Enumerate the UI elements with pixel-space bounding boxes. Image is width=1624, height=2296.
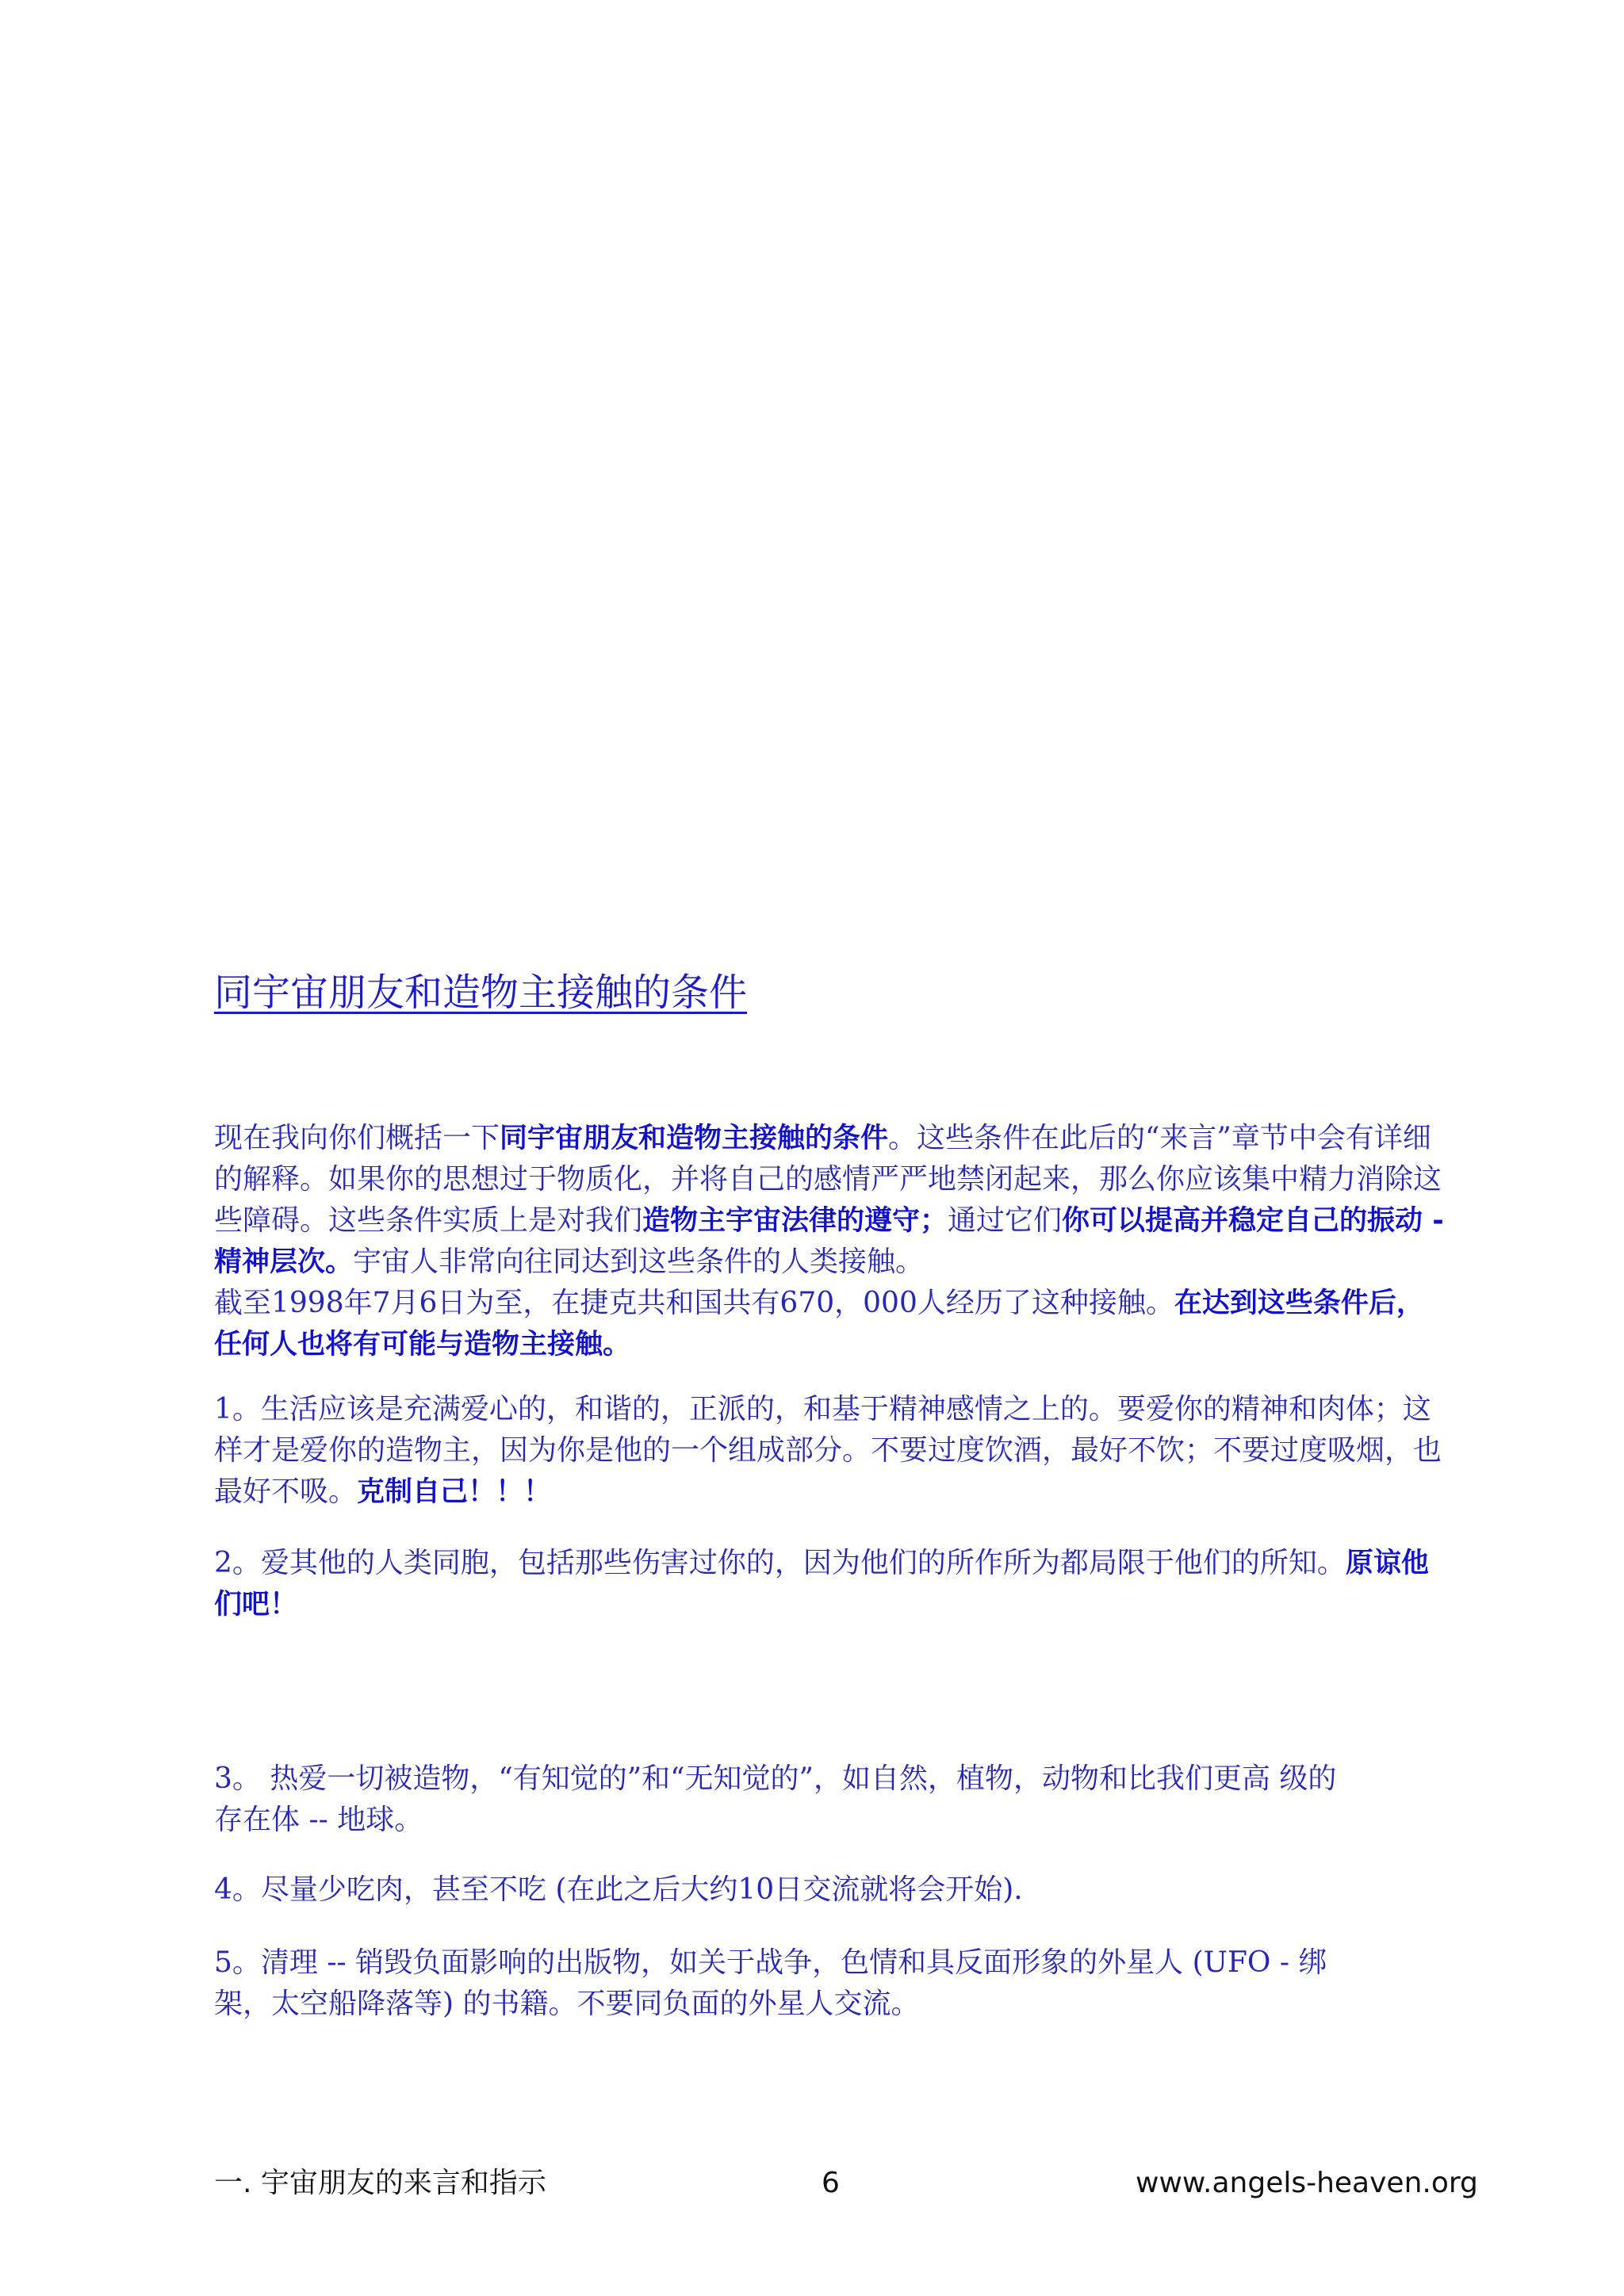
- intro-bold-1: 同宇宙朋友和造物主接触的条件: [500, 1123, 889, 1154]
- intro-text-2: 。这些条件在此后的“来言”章节中会有详细的解释。如果你的思想过于物质化，并将自己的感情严严地禁闭起来，那么你应该集中精力消除这些障碍。这些条件实质上是对我们: [214, 1122, 1442, 1237]
- condition-5: [214, 1942, 1356, 2025]
- intro-bold-3: 你可以提高并稳定自己的振动 - 精神层次。: [214, 1205, 1444, 1278]
- condition-1-bold: 克制自己！！！: [357, 1476, 552, 1508]
- intro-text-1: 现在我向你们概括一下: [214, 1122, 500, 1154]
- intro-bold-2: 造物主宇宙法律的遵守；: [642, 1205, 948, 1237]
- footer-website: www.angels-heaven.org: [1136, 2167, 1478, 2199]
- condition-5-text: 5。清理 -- 销毁负面影响的出版物，如关于战争，色情和具反面形象的外星人 (UFO - 绑架，太空船降落等) 的书籍。不要同负面的外星人交流。: [214, 1946, 1327, 2020]
- intro-paragraph: [214, 1118, 1451, 1365]
- intro-text-3: 通过它们: [948, 1204, 1063, 1237]
- condition-2-text: 2。爱其他的人类同胞，包括那些伤害过你的，因为他们的所作所为都局限于他们的所知。: [214, 1547, 1346, 1579]
- condition-3: [214, 1758, 1356, 1841]
- page-title: 同宇宙朋友和造物主接触的条件: [214, 970, 748, 1015]
- condition-4: [214, 1869, 1451, 1911]
- condition-3-text: 3。 热爱一切被造物，“有知觉的”和“无知觉的”，如自然，植物，动物和比我们更高 级的存在体 -- 地球。: [214, 1762, 1337, 1836]
- condition-1-text: 1。生活应该是充满爱心的，和谐的，正派的，和基于精神感情之上的。要爱你的精神和肉体；这样才是爱你的造物主，因为你是他的一个组成部分。不要过度饮酒，最好不饮；不要过度吸烟，也最好不吸。: [214, 1393, 1442, 1508]
- condition-2: [214, 1543, 1451, 1625]
- intro-text-4: 宇宙人非常向往同达到这些条件的人类接触。: [353, 1246, 925, 1278]
- condition-4-text: 4。尽量少吃肉，甚至不吃 (在此之后大约10日交流就将会开始).: [214, 1873, 1023, 1906]
- condition-1: [214, 1389, 1451, 1513]
- intro-bold-4: 在达到这些条件后，任何人也将有可能与造物主接触。: [214, 1288, 1424, 1360]
- footer-page-number: 6: [822, 2167, 840, 2199]
- condition-2-bold: 原谅他们吧！: [214, 1548, 1429, 1621]
- footer-chapter: 一. 宇宙朋友的来言和指示: [214, 2167, 546, 2199]
- intro-text-5: 截至1998年7月6日为至，在捷克共和国共有670，000人经历了这种接触。: [214, 1287, 1174, 1319]
